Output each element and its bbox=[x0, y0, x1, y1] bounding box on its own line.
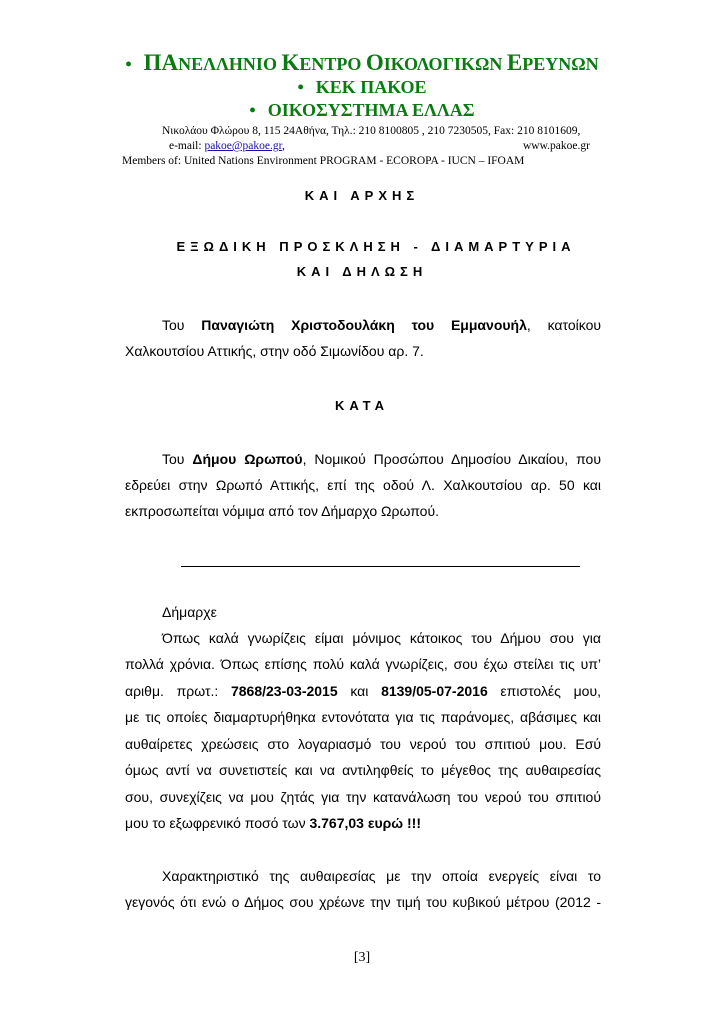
separator-line bbox=[181, 566, 580, 567]
letter-line-8 bbox=[125, 815, 601, 831]
protocol-number-2: 8139/05-07-2016 bbox=[381, 683, 488, 699]
letter-line-7: σου, συνεχίζεις να μου ζητάς για την κατανάλωση του νερού του σπιτιού bbox=[125, 789, 601, 805]
bullet-icon: • bbox=[249, 100, 256, 120]
letterhead-line-1 bbox=[0, 50, 724, 76]
text-span: μου το εξωφρενικό ποσό των bbox=[125, 815, 310, 831]
party1-line-2: Χαλκουτσίου Αττικής, στην οδό Σιμωνίδου αρ. 7. bbox=[125, 343, 424, 359]
heading-title: ΕΞΩΔΙΚΗ ΠΡΟΣΚΛΗΣΗ - ΔΙΑΜΑΡΤΥΡΙΑ bbox=[176, 239, 576, 254]
salutation: Δήμαρχε bbox=[162, 604, 217, 620]
letterhead-email-line bbox=[169, 140, 285, 152]
text-span: επιστολές μου, bbox=[487, 683, 602, 699]
heading-kai-dilosi: ΚΑΙ ΔΗΛΩΣΗ bbox=[296, 264, 428, 279]
letter-line-1: Όπως καλά γνωρίζεις είμαι μόνιμος κάτοικος του Δήμου σου για bbox=[162, 630, 601, 646]
letterhead-ecosystem: ΟΙΚΟΣΥΣΤΗΜΑ ΕΛΛΑΣ bbox=[267, 100, 475, 120]
heading-kata: ΚΑΤΑ bbox=[334, 398, 390, 413]
letterhead-initial: ΠΑ bbox=[143, 50, 179, 75]
letterhead-kek: ΚΕΚ ΠΑΚΟΕ bbox=[315, 77, 427, 97]
letterhead-website: www.pakoe.gr bbox=[523, 140, 590, 152]
email-comma: , bbox=[281, 140, 285, 152]
text-span: , κατοίκου bbox=[526, 317, 602, 333]
letterhead-initial: Ε bbox=[506, 50, 523, 75]
party2-line-3: εκπροσωπείται νόμιμα από τον Δήμαρχο Ωρωπού. bbox=[125, 503, 440, 519]
party2-line-1 bbox=[162, 451, 601, 467]
amount-due: 3.767,03 ευρώ !!! bbox=[309, 815, 422, 831]
letterhead-word: ΕΝΤΡΟ bbox=[299, 54, 366, 74]
text-span: , Νομικού Προσώπου Δημοσίου Δικαίου, που bbox=[302, 451, 601, 467]
email-label: e-mail: bbox=[169, 140, 205, 152]
page-number: [3] bbox=[353, 950, 371, 965]
letter-line-2: πολλά χρόνια. Όπως επίσης πολύ καλά γνωρίζεις, σου έχω στείλει τις υπ’ bbox=[125, 656, 601, 672]
text-span: αριθμ. πρωτ.: bbox=[125, 683, 231, 699]
text-span: και bbox=[337, 683, 382, 699]
party1-line-1 bbox=[162, 317, 601, 333]
party1-name: Παναγιώτη Χριστοδουλάκη του Εμμανουήλ bbox=[201, 317, 527, 333]
letter-line-3 bbox=[125, 683, 601, 699]
paragraph2-line-1: Χαρακτηριστικό της αυθαιρεσίας με την οποία ενεργείς είναι το bbox=[162, 868, 601, 884]
letter-line-4: με τις οποίες διαμαρτυρήθηκα εντονότατα για τις παράνομες, αβάσιμες και bbox=[125, 709, 601, 725]
letter-line-6: όμως αντί να συνετιστείς και να αντιληφθείς το μέγεθος της αυθαιρεσίας bbox=[125, 762, 601, 778]
letterhead-word: ΙΚΟΛΟΓΙΚΩΝ bbox=[383, 54, 507, 74]
letterhead-members: Members of: United Nations Environment PROGRAM - ECOROPA - IUCN – IFOAM bbox=[122, 155, 525, 167]
letterhead-address: Νικολάου Φλώρου 8, 115 24Αθήνα, Τηλ.: 210 8100805 , 210 7230505, Fax: 210 8101609, bbox=[162, 125, 581, 137]
letterhead-initial: Ο bbox=[365, 50, 384, 75]
protocol-number-1: 7868/23-03-2015 bbox=[230, 683, 338, 699]
bullet-icon: • bbox=[125, 54, 132, 74]
paragraph2-line-2: γεγονός ότι ενώ ο Δήμος σου χρέωνε την τιμή του κυβικού μέτρου (2012 - bbox=[125, 894, 601, 910]
letterhead-initial: Κ bbox=[281, 50, 300, 75]
letterhead-word: ΡΕΥΝΩΝ bbox=[522, 54, 599, 74]
party2-name: Δήμου Ωρωπού bbox=[192, 451, 303, 467]
letterhead-line-2 bbox=[0, 77, 724, 98]
text-span: Του bbox=[162, 317, 202, 333]
bullet-icon: • bbox=[297, 77, 304, 97]
email-link[interactable]: pakoe@pakoe.gr bbox=[204, 140, 282, 152]
letterhead-word: ΝΕΛΛΗΝΙΟ bbox=[178, 54, 282, 74]
text-span: Του bbox=[162, 451, 193, 467]
heading-kai-arxis: ΚΑΙ ΑΡΧΗΣ bbox=[304, 188, 420, 203]
letter-line-5: αυθαίρετες χρεώσεις στο λογαριασμό του νερού του σπιτιού μου. Εσύ bbox=[125, 736, 601, 752]
letterhead-line-3 bbox=[0, 100, 724, 121]
party2-line-2: εδρεύει στην Ωρωπό Αττικής, επί της οδού Λ. Χαλκουτσίου αρ. 50 και bbox=[125, 477, 601, 493]
